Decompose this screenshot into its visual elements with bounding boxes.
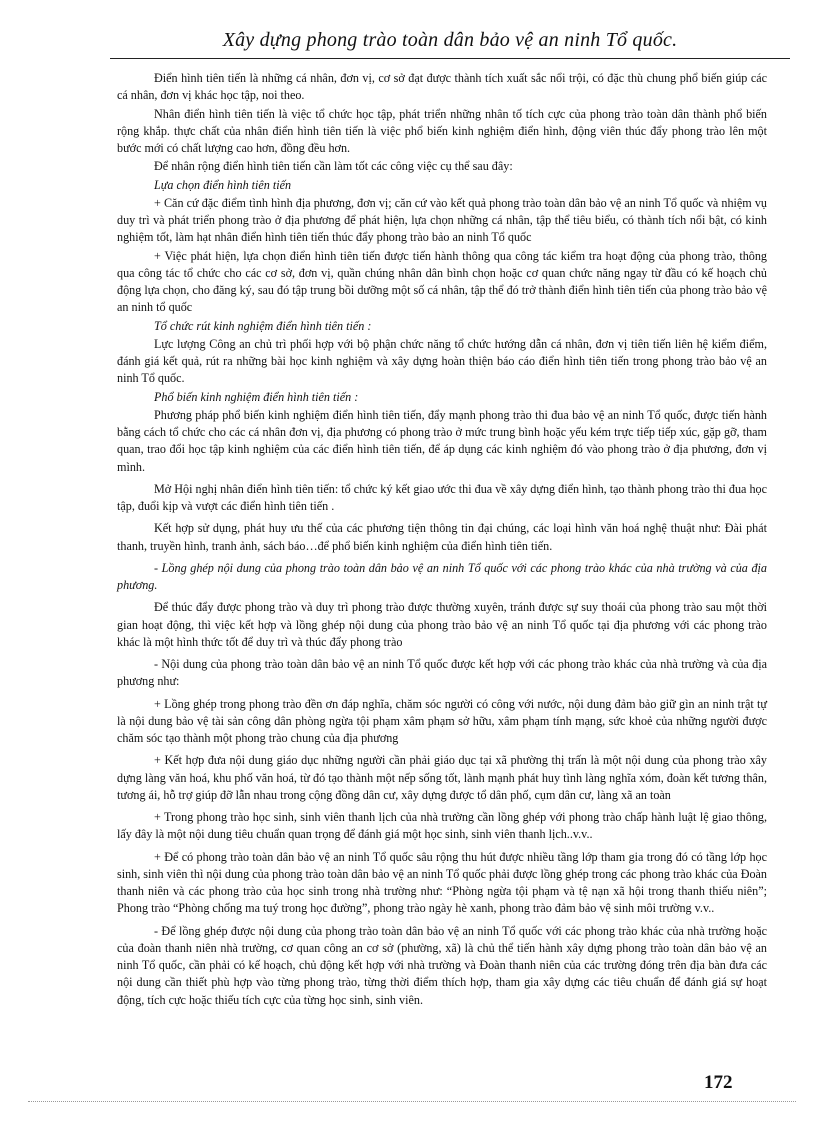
document-body	[117, 70, 767, 1010]
paragraph: - Nội dung của phong trào toàn dân bảo vệ an ninh Tổ quốc được kết hợp với các phong trào khác của nhà trường và của địa phương như:	[117, 657, 767, 689]
paragraph: + Việc phát hiện, lựa chọn điển hình tiên tiến được tiến hành thông qua công tác kiểm tra hoạt động của phong trào, thông qua công tác tổ chức cho các cơ sở, đơn vị, quần chúng nhân dân bình chọn hoặc cơ quan chức năng ngay từ đầu có kế hoạch chủ động lựa chọn, cho đăng ký, sau đó tập trung bồi dưỡng một số cá nhân, tập thể đó trở thành điển hình tiên tiến của phong trào bảo vệ an ninh tổ quốc	[117, 248, 767, 315]
page-header	[110, 0, 790, 59]
subheading: Tổ chức rút kinh nghiệm điển hình tiên tiến :	[154, 318, 372, 333]
paragraph: + Lồng ghép trong phong trào đền ơn đáp nghĩa, chăm sóc người có công với nước, nội dung đảm bảo giữ gìn an ninh trật tự là nội dung bảo vệ tài sản công dân phòng ngừa tội phạm xâm phạm sở hữu, xâm phạm tính mạng, sức khoẻ của những người được chăm sóc tạo thành một phong trào chung của địa phương	[117, 696, 767, 745]
paragraph: Để nhân rộng điển hình tiên tiến cần làm tốt các công việc cụ thể sau đây:	[154, 159, 513, 174]
paragraph: Kết hợp sử dụng, phát huy ưu thế của các phương tiện thông tin đại chúng, các loại hình văn hoá nghệ thuật như: Đài phát thanh, truyền hình, tranh ảnh, sách báo…để phổ biến kinh nghiệm của điển hình tiên tiến.	[117, 521, 767, 553]
page-number: 172	[704, 1072, 733, 1093]
paragraph: + Căn cứ đặc điểm tình hình địa phương, đơn vị; căn cứ vào kết quả phong trào toàn dân bảo vệ an ninh Tổ quốc và nhiệm vụ duy trì và phát triển phong trào ở địa phương để phát hiện, lựa chọn những cá nhân, tập thể tiêu biểu, có thành tích nổi bật, có kinh nghiệm tốt, làm hạt nhân điển hình tiên tiến thúc đẩy phong trào bảo an ninh Tổ quốc	[117, 195, 767, 245]
paragraph: Nhân điển hình tiên tiến là việc tổ chức học tập, phát triển những nhân tố tích cực của phong trào toàn dân thành phổ biến rộng khắp. thực chất của nhân điển hình tiên tiến là việc phổ biến kinh nghiệm điển hình, động viên thúc đẩy phong trào lên một bước mới có chất lượng cao hơn, đồng đều hơn.	[117, 106, 767, 155]
paragraph: - Để lồng ghép được nội dung của phong trào toàn dân bảo vệ an ninh Tổ quốc với các phong trào khác của nhà trường hoặc của đoàn thanh niên nhà trường, cơ quan công an cơ sở (phường, xã) là chủ thể tiến hành xây dựng phong trào toàn dân bảo vệ an ninh Tổ quốc, cần phải có kế hoạch, chủ động kết hợp với nhà trường và Đoàn thanh niên của các trường đóng trên địa bàn đưa các nội dung cần thiết phù hợp vào từng phong trào, từng thời điểm thích hợp, tham gia xây dựng các tiêu chuẩn để đánh giá sự hoạt động, tích cực hoặc thiếu tích cực của từng học sinh, sinh viên.	[117, 923, 767, 1007]
paragraph: Để thúc đẩy được phong trào và duy trì phong trào được thường xuyên, tránh được sự suy thoái của phong trào sau một thời gian hoạt động, thì việc kết hợp và lồng ghép nội dung của phong trào bảo vệ an ninh Tổ quốc tại địa phương với các phong trào khác là một hình thức tốt để duy trì và thúc đẩy phong trào	[117, 600, 767, 649]
paragraph: + Để có phong trào toàn dân bảo vệ an ninh Tổ quốc sâu rộng thu hút được nhiều tầng lớp tham gia trong đó có tầng lớp học sinh, sinh viên thì nội dung của phong trào toàn dân bảo vệ an ninh Tổ quốc phải được lồng ghép trong các phong trào khác của Đoàn thanh niên và các phong trào của học sinh trong nhà trường như: “Phòng ngừa tội phạm và tệ nạn xã hội trong thanh thiếu niên”; Phong trào “Phòng chống ma tuý trong học đường”, phong trào ngày hè xanh, phong trào đảm bảo vệ sinh môi trường v.v..	[117, 849, 768, 916]
subheading: Phổ biến kinh nghiệm điển hình tiên tiến :	[154, 389, 359, 404]
paragraph: Mở Hội nghị nhân điển hình tiên tiến: tổ chức ký kết giao ước thi đua về xây dựng điển hình, tạo thành phong trào thi đua học tập, đuổi kịp và vượt các điển hình tiên tiến .	[117, 481, 767, 513]
paragraph: + Kết hợp đưa nội dung giáo dục những người cần phải giáo dục tại xã phường thị trấn là một nội dung của phong trào xây dựng làng văn hoá, khu phố văn hoá, từ đó tạo thành một nếp sống tốt, lành mạnh phát huy tình làng nghĩa xóm, đoàn kết tương thân, tương ái, hỗ trợ giúp đỡ lẫn nhau trong cộng đồng dân cư, xây dựng được tổ dân phố, cụm dân cư, làng xã an toàn	[117, 753, 767, 802]
subheading: Lựa chọn điển hình tiên tiến	[154, 177, 292, 192]
header-title: Xây dựng phong trào toàn dân bảo vệ an ninh Tổ quốc.	[222, 29, 678, 51]
paragraph: Phương pháp phổ biến kinh nghiệm điển hình tiên tiến, đẩy mạnh phong trào thi đua bảo vệ an ninh Tổ quốc, được tiến hành bằng cách tổ chức cho các cá nhân đơn vị, địa phương có phong trào ở mức trung bình hoặc yếu kém trực tiếp tiếp xúc, gặp gỡ, tham quan, trao đổi học tập kinh nghiệm của các điển hình tiên tiến, để áp dụng các kinh nghiệm đó vào phong trào ở địa phương, đơn vị mình.	[117, 407, 767, 474]
subheading: - Lồng ghép nội dung của phong trào toàn dân bảo vệ an ninh Tổ quốc với các phong trào khác của nhà trường và của địa phương.	[117, 560, 767, 592]
paragraph: Điển hình tiên tiến là những cá nhân, đơn vị, cơ sở đạt được thành tích xuất sắc nổi trội, có đặc thù chung phổ biến giúp các cá nhân, đơn vị khác học tập, noi theo.	[117, 71, 767, 103]
paragraph: + Trong phong trào học sinh, sinh viên thanh lịch của nhà trường cần lồng ghép với phong trào chấp hành luật lệ giao thông, lấy đây là một nội dung tiêu chuẩn quan trọng để đánh giá một học sinh, sinh viên thanh lịch..v.v..	[117, 810, 767, 842]
footer-divider	[28, 1101, 796, 1102]
paragraph: Lực lượng Công an chủ trì phối hợp với bộ phận chức năng tổ chức hướng dẫn cá nhân, đơn vị tiên tiến liên hệ kiểm điểm, đánh giá kết quả, rút ra những bài học kinh nghiệm và xây dựng hoàn thiện báo cáo điển hình tiên tiến trong phong trào bảo vệ an ninh Tổ quốc.	[117, 336, 767, 386]
